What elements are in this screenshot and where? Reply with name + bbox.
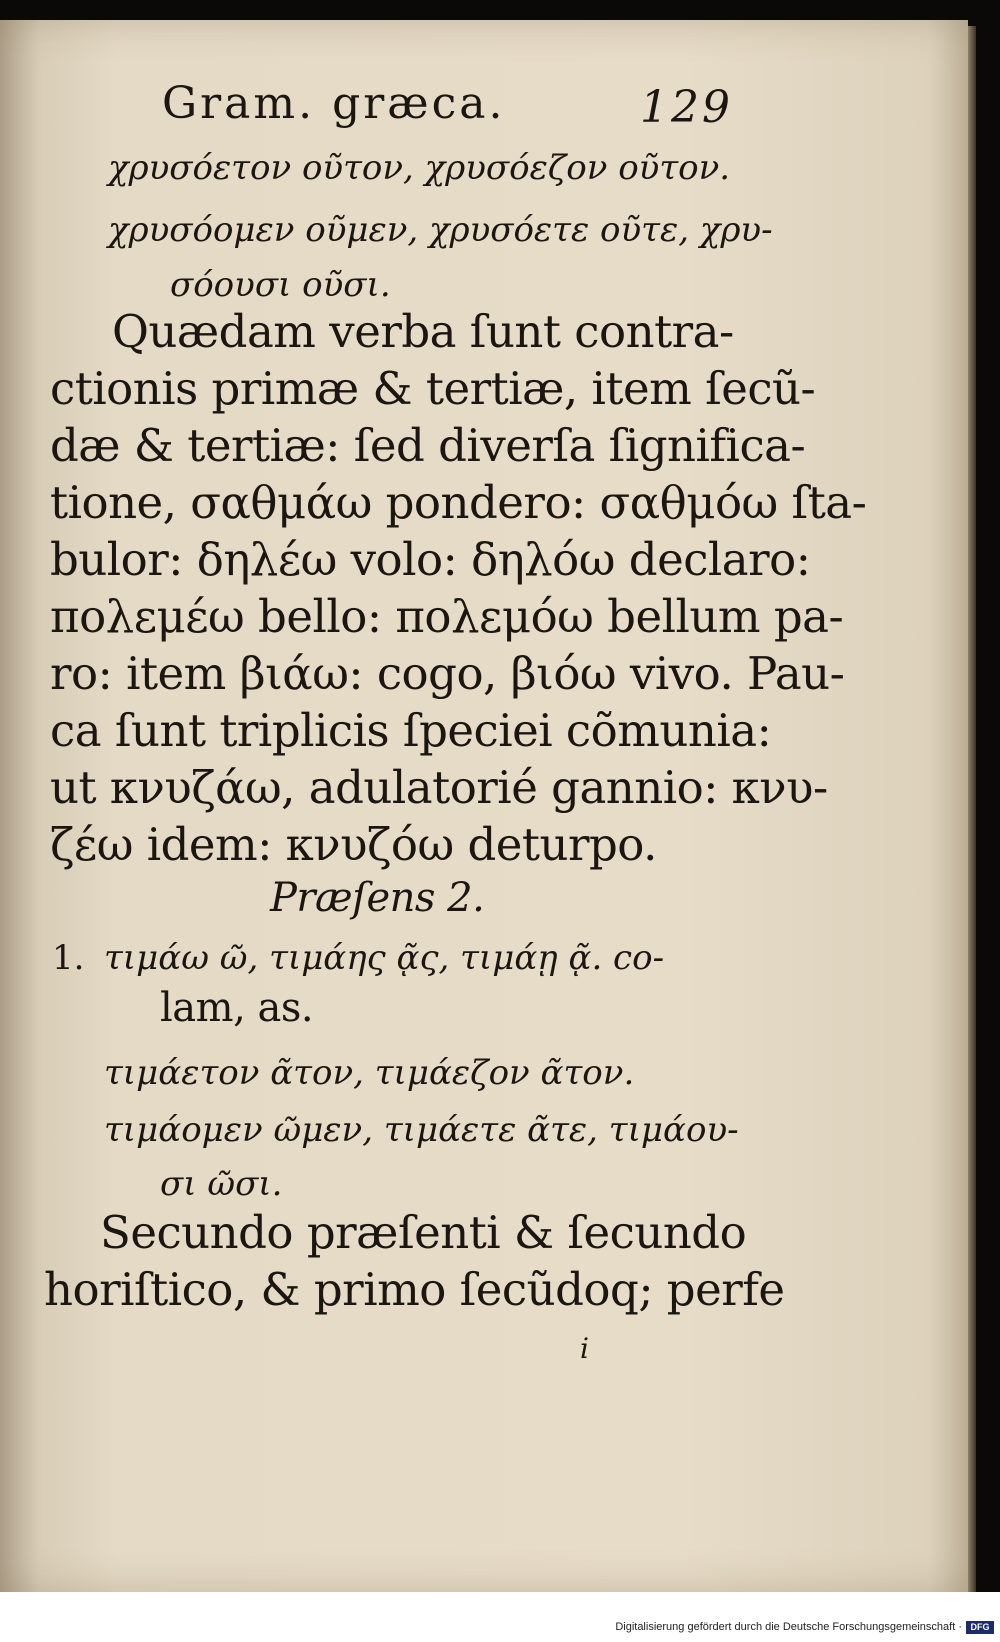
section-subheading: Præſens 2. <box>270 875 485 921</box>
text-line: ctionis primæ & tertiæ, item ſecũ- <box>50 362 816 415</box>
page-edge <box>968 26 976 1592</box>
text-line: ζέω idem: κνυζόω deturpo. <box>50 818 657 871</box>
numbered-line: τιμάω ῶ, τιμάης ᾷς, τιμάῃ ᾷ. co- <box>104 938 665 978</box>
text-line: πολεμέω bello: πολεμόω bellum pa- <box>50 590 844 643</box>
text-line: dæ & tertiæ: ſed diverſa ſignifica- <box>50 419 806 472</box>
funding-credit: Digitalisierung gefördert durch die Deutsche Forschungsgemeinschaft · <box>615 1621 962 1633</box>
text-line: ca ſunt triplicis ſpeciei cõmunia: <box>50 704 772 757</box>
numbered-line: lam, as. <box>160 985 314 1031</box>
dfg-logo: DFG <box>966 1621 994 1634</box>
book-page <box>0 20 968 1592</box>
text-line: tione, σαθμάω pondero: σαθμόω ſta- <box>50 476 867 529</box>
greek-line: τιμάομεν ῶμεν, τιμάετε ᾶτε, τιμάου- <box>104 1110 739 1150</box>
greek-line: τιμάετον ᾶτον, τιμάεζον ᾶτον. <box>104 1053 635 1093</box>
text-line: ut κνυζάω, adulatorié gannio: κνυ- <box>50 761 828 814</box>
closing-line: Secundo præſenti & ſecundo <box>100 1206 747 1259</box>
text-line: bulor: δηλέω volo: δηλόω declaro: <box>50 533 811 586</box>
text-line: Quædam verba ſunt contra- <box>112 305 734 358</box>
running-header-title: Gram. græca. <box>162 78 506 129</box>
footer-bar <box>0 1592 1000 1642</box>
catchword: i <box>580 1332 589 1365</box>
item-number: 1. <box>52 938 85 978</box>
text-line: σόουσι οῦσι. <box>170 265 391 305</box>
text-line: ro: item βιάω: cogo, βιόω vivo. Pau- <box>50 647 845 700</box>
text-line: χρυσόομεν οῦμεν, χρυσόετε οῦτε, χρυ- <box>108 210 773 250</box>
text-line: χρυσόετον οῦτον, χρυσόεζον οῦτον. <box>108 148 731 188</box>
page-number: 129 <box>640 82 733 133</box>
greek-line: σι ῶσι. <box>160 1164 283 1204</box>
closing-line: horiſtico, & primo ſecũdoq; perfe <box>44 1263 785 1316</box>
